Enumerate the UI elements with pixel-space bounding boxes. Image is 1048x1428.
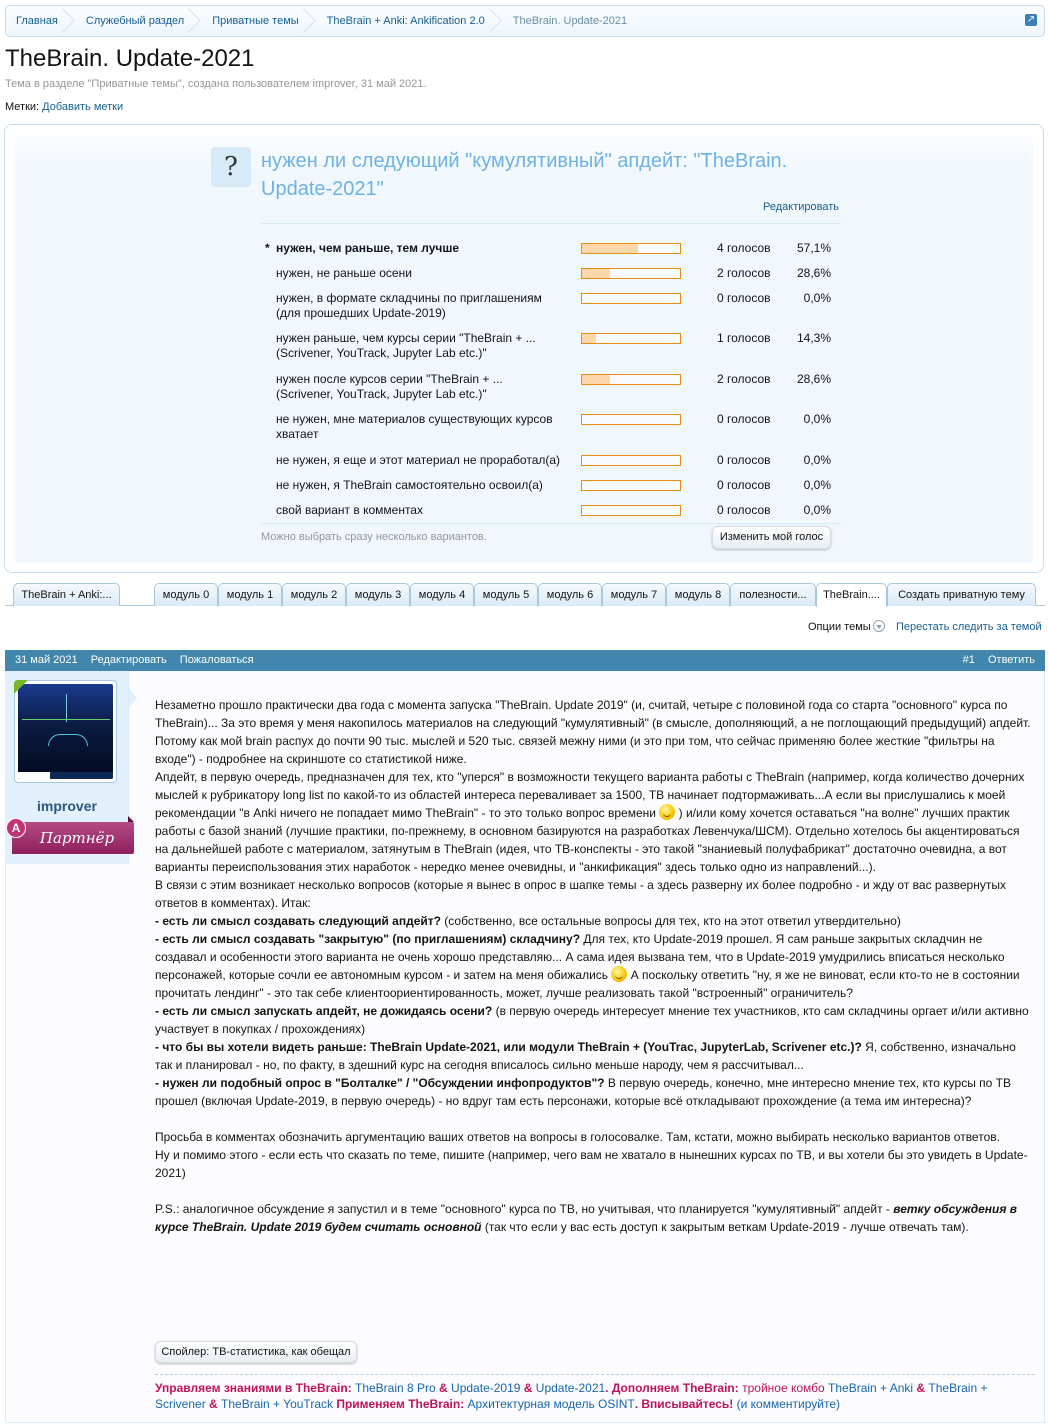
vote-count: 0 голосов — [717, 453, 771, 467]
vote-percent: 0,0% — [803, 291, 831, 305]
result-bar — [581, 374, 681, 385]
result-bar — [581, 333, 681, 344]
question-item: - нужен ли подобный опрос в "Болталке" / "Обсуждении инфопродуктов"? В первую очередь, конечно, мне интересно мнение тех, кто курсы по ТВ прошел (включая Update-2019, в первую очередь) - но вдруг там есть персонажи, которые всё откладывают прохождение (а тема им интересна)? — [155, 1076, 1012, 1108]
option-label: нужен, в формате складчины по приглашениям (для прошедших Update-2019) — [276, 291, 542, 320]
vote-count: 4 голосов — [717, 241, 771, 255]
question-item: - что бы вы хотели видеть раньше: TheBrain Update-2021, или модули TheBrain + (YouTrac, JupyterLab, Scrivener etc.)? Я, собственно, изначально так и планировал - но, по факту, в здешний курс на сегодня вписалось сильно меньше народу, чем я рассчитывал... — [155, 1040, 1016, 1072]
option-label: свой вариант в комментах — [276, 503, 423, 517]
sig-link-update-2021[interactable]: Update-2021 — [535, 1381, 606, 1395]
vote-count: 1 голосов — [717, 331, 771, 345]
breadcrumb-current: TheBrain. Update-2021 — [512, 15, 628, 27]
vote-percent: 28,6% — [796, 266, 831, 280]
page-title: TheBrain. Update-2021 — [5, 45, 255, 72]
result-bar — [581, 480, 681, 491]
option-label: нужен раньше, чем курсы серии "TheBrain + ... (Scrivener, YouTrack, Jupyter Lab etc.)" — [276, 331, 536, 360]
vote-count: 2 голосов — [717, 266, 771, 280]
vote-count: 0 голосов — [717, 291, 771, 305]
breadcrumb-service-section[interactable]: Служебный раздел — [76, 6, 202, 36]
post-edit-link[interactable]: Редактировать — [90, 654, 167, 666]
option-label: не нужен, я еще и этот материал не проработал(а) — [276, 453, 561, 467]
sig-link-thebrain-youtrack[interactable]: TheBrain + YouTrack — [221, 1397, 333, 1411]
vote-percent: 57,1% — [796, 241, 831, 255]
vote-percent: 0,0% — [803, 412, 831, 426]
tab-create-private-topic[interactable]: Создать приватную тему — [887, 583, 1036, 606]
voted-mark: * — [265, 241, 270, 255]
tab-module-1[interactable]: модуль 1 — [218, 583, 282, 606]
vote-count: 0 голосов — [717, 503, 771, 517]
result-bar-fill — [582, 375, 610, 384]
post-date: 31 май 2021 — [15, 654, 78, 666]
userbox-arrow — [129, 688, 137, 708]
result-bar-fill — [582, 269, 610, 278]
post-report-link[interactable]: Пожаловаться — [179, 654, 254, 666]
chevron-down-icon — [873, 620, 885, 632]
wink-smiley-icon — [659, 804, 675, 820]
question-item: - есть ли смысл запускать апдейт, не дожидаясь осени? (в первую очередь интересует мнение тех участников, кто сам складчины оргает и/или активно участвует в покупках / прохождениях) — [155, 1004, 1029, 1036]
spoiler-button[interactable]: Спойлер: ТВ-статистика, как обещал — [155, 1341, 357, 1363]
sig-link-osint-model[interactable]: Архитектурная модель OSINT — [467, 1397, 635, 1411]
result-bar — [581, 414, 681, 425]
vote-count: 0 голосов — [717, 412, 771, 426]
result-bar — [581, 505, 681, 516]
signature: Управляем знаниями в TheBrain: TheBrain 8 Pro & Update-2019 & Update-2021. Дополняем TheBrain: тройное комбо TheBrain + Anki & TheBrain + Scrivener & TheBrain + YouTrack Применяем TheBrain: Архитектурная модель OSINT. Вписывайтесь! (и комментируйте) — [155, 1381, 988, 1411]
tab-module-6[interactable]: модуль 6 — [538, 583, 602, 606]
thread-options-label: Опции темы — [808, 621, 871, 633]
tab-module-8[interactable]: модуль 8 — [666, 583, 730, 606]
question-item: - есть ли смысл создавать "закрытую" (по приглашениям) складчину? Для тех, кто Update-2019 прошел. Я сам раньше закрытых складчин не создавал и особенности этого варианта не очень хорошо представляю... А сама идея вызвана тем, что в Update-2019 умудрились вписаться несколько персонажей, которые сочли ее автономным курсом - и затем на меня обижались А поскольку ответить "ну, я же не виноват, если кто-то не в состоянии прочитать лендинг" - это так себе клиентоориентированность, может, лучше реализовать такой "встроенный" ограничитель? — [155, 932, 1020, 1000]
tab-thebrain-active[interactable]: TheBrain.... — [816, 583, 887, 607]
paragraph: В связи с этим возникает несколько вопросов (которые я вынес в опрос в шапке темы - а здесь разверну их более подробно - и жду от вас развернутых ответов в комментах). Итак: — [155, 878, 1006, 910]
avatar-image — [18, 684, 113, 779]
paragraph: Ну и помимо этого - если есть что сказать по теме, пишите (например, чего вам не хватало в нынешних курсах по ТВ, и вы хотели бы это увидеть в Update-2021) — [155, 1148, 1028, 1180]
option-label: нужен, чем раньше, тем лучше — [276, 241, 460, 255]
sig-link-thebrain-anki[interactable]: TheBrain + Anki — [828, 1381, 914, 1395]
option-label: не нужен, мне материалов существующих курсов хватает — [276, 412, 553, 441]
unwatch-thread-link[interactable]: Перестать следить за темой — [896, 621, 1042, 633]
breadcrumb-private-topics[interactable]: Приватные темы — [202, 6, 316, 36]
option-label: не нужен, я TheBrain самостоятельно освоил(а) — [276, 478, 543, 492]
poll-question: нужен ли следующий "кумулятивный" апдейт: "TheBrain. Update-2021" — [261, 150, 788, 200]
vote-percent: 0,0% — [803, 478, 831, 492]
post-number[interactable]: #1 — [962, 654, 975, 666]
tab-module-2[interactable]: модуль 2 — [282, 583, 346, 606]
poll-edit-link[interactable]: Редактировать — [763, 201, 839, 213]
external-jump-icon[interactable]: ↗ — [1026, 14, 1036, 25]
avatar[interactable] — [14, 680, 117, 783]
result-bar-fill — [582, 244, 638, 253]
thread-meta: Тема в разделе "Приватные темы", создана пользователем improver, 31 май 2021. — [5, 78, 427, 90]
paragraph: P.S.: аналогичное обсуждение я запустил и в теме "основного" курса по ТВ, но учитывая, что планируется "кумулятивный" апдейт - ветку обсуждения в курсе TheBrain. Update 2019 будем считать основной (так что если у вас есть доступ к закрытым веткам Update-2019 - лучше отвечать там). — [155, 1202, 1018, 1234]
result-bar — [581, 455, 681, 466]
tab-module-4[interactable]: модуль 4 — [410, 583, 474, 606]
tab-module-7[interactable]: модуль 7 — [602, 583, 666, 606]
tab-module-0[interactable]: модуль 0 — [154, 583, 218, 606]
online-indicator-icon — [14, 680, 28, 694]
option-label: нужен после курсов серии "TheBrain + ... (Scrivener, YouTrack, Jupyter Lab etc.)" — [276, 372, 503, 401]
vote-percent: 0,0% — [803, 503, 831, 517]
tab-useful[interactable]: полезности... — [730, 583, 816, 606]
breadcrumb — [5, 5, 1045, 37]
option-label: нужен, не раньше осени — [276, 266, 412, 280]
vote-percent: 14,3% — [796, 331, 831, 345]
vote-count: 2 голосов — [717, 372, 771, 386]
sig-link-triple-combo[interactable]: тройное комбо — [742, 1381, 825, 1395]
poll-note: Можно выбрать сразу несколько вариантов. — [261, 531, 487, 543]
username[interactable]: improver — [37, 798, 97, 814]
poll-container — [4, 124, 1044, 573]
signature-divider — [155, 1374, 1035, 1375]
sig-link-thebrain-scrivener[interactable]: TheBrain + Scrivener — [155, 1381, 988, 1411]
partner-badge: Партнёр — [12, 822, 134, 854]
post-message — [155, 696, 1035, 1236]
result-bar — [581, 268, 681, 279]
sig-link-update-2019[interactable]: Update-2019 — [451, 1381, 521, 1395]
sig-link-thebrain-8-pro[interactable]: TheBrain 8 Pro — [354, 1381, 436, 1395]
vote-percent: 0,0% — [803, 453, 831, 467]
divider — [261, 223, 841, 224]
tags-label: Метки: — [5, 101, 40, 113]
add-tags-link[interactable]: Добавить метки — [42, 101, 124, 113]
question-mark-icon: ? — [211, 147, 251, 187]
thread-options-menu[interactable] — [808, 621, 885, 633]
change-vote-button[interactable]: Изменить мой голос — [712, 526, 831, 549]
breadcrumb-ankification[interactable]: TheBrain + Anki: Ankification 2.0 — [317, 6, 503, 36]
post-header — [5, 650, 1045, 671]
result-bar-fill — [582, 334, 596, 343]
divider — [261, 523, 841, 524]
paragraph: Незаметно прошло практически два года с момента запуска "TheBrain. Update 2019" (и, считай, четыре с половиной года со старта "основного" курса по TheBrain)... За это время у меня накопилось материалов на следующий "кумулятивный" (в смысле, дополняющий, а не поглощающий предыдущий) апдейт. Потому как мой brain распух до почти 90 тыс. мыслей и 520 тыс. связей межну ними (и это при том, что сейчас применяю более жесткие "фильтры на входе") - подробнее на скриншоте со статистикой ниже. — [155, 698, 1031, 766]
post-reply-link[interactable]: Ответить — [987, 654, 1035, 666]
tab-module-3[interactable]: модуль 3 — [346, 583, 410, 606]
result-bar — [581, 293, 681, 304]
paragraph: Апдейт, в первую очередь, предназначен для тех, кто "уперся" в возможности текущего варианта работы с TheBrain (например, когда количество дочерних мыслей к рубрикатору long list по какой-то из областей интереса переваливает за 1500, TB начинает подтормаживать...А если вы прислушались к моей рекомендации "в Anki ничего не попадает мимо TheBrain" - то это только вопрос времени ) и/или кому хочется оставаться "на волне" лучших практик работы с базой знаний (лучшие практики, по-прежнему, в основном базируются на разработках Левенчука/ШСМ). Отдельно хотелось бы акцентироваться на дальнейшей работе с материалом, затянутым в TheBrain (идея, что ТВ-конспекты - это такой "знаниевый полуфабрикат" достаточно очевидна, а вот варианты переиспользования этих наработок - нередко менее очевидны, и "анкификация" здесь только одно из направлений...). — [155, 770, 1025, 874]
vote-percent: 28,6% — [796, 372, 831, 386]
question-item: - есть ли смысл создавать следующий апдейт? (собственно, все остальные вопросы для тех, кто на этот ответил утвердительно) — [155, 914, 901, 928]
vote-count: 0 голосов — [717, 478, 771, 492]
badge-letter-icon: A — [6, 818, 26, 838]
tab-thebrain-anki[interactable]: TheBrain + Anki:... — [13, 583, 120, 606]
result-bar — [581, 243, 681, 254]
poll-body — [15, 135, 1033, 563]
smiley-icon — [611, 966, 627, 982]
paragraph: Просьба в комментах обозначить аргументацию ваших ответов на вопросы в голосовалке. Там, кстати, можно выбирать несколько вариантов ответов. — [155, 1130, 1000, 1144]
thread-tags — [5, 101, 123, 113]
tab-module-5[interactable]: модуль 5 — [474, 583, 538, 606]
breadcrumb-home[interactable]: Главная — [6, 6, 76, 36]
